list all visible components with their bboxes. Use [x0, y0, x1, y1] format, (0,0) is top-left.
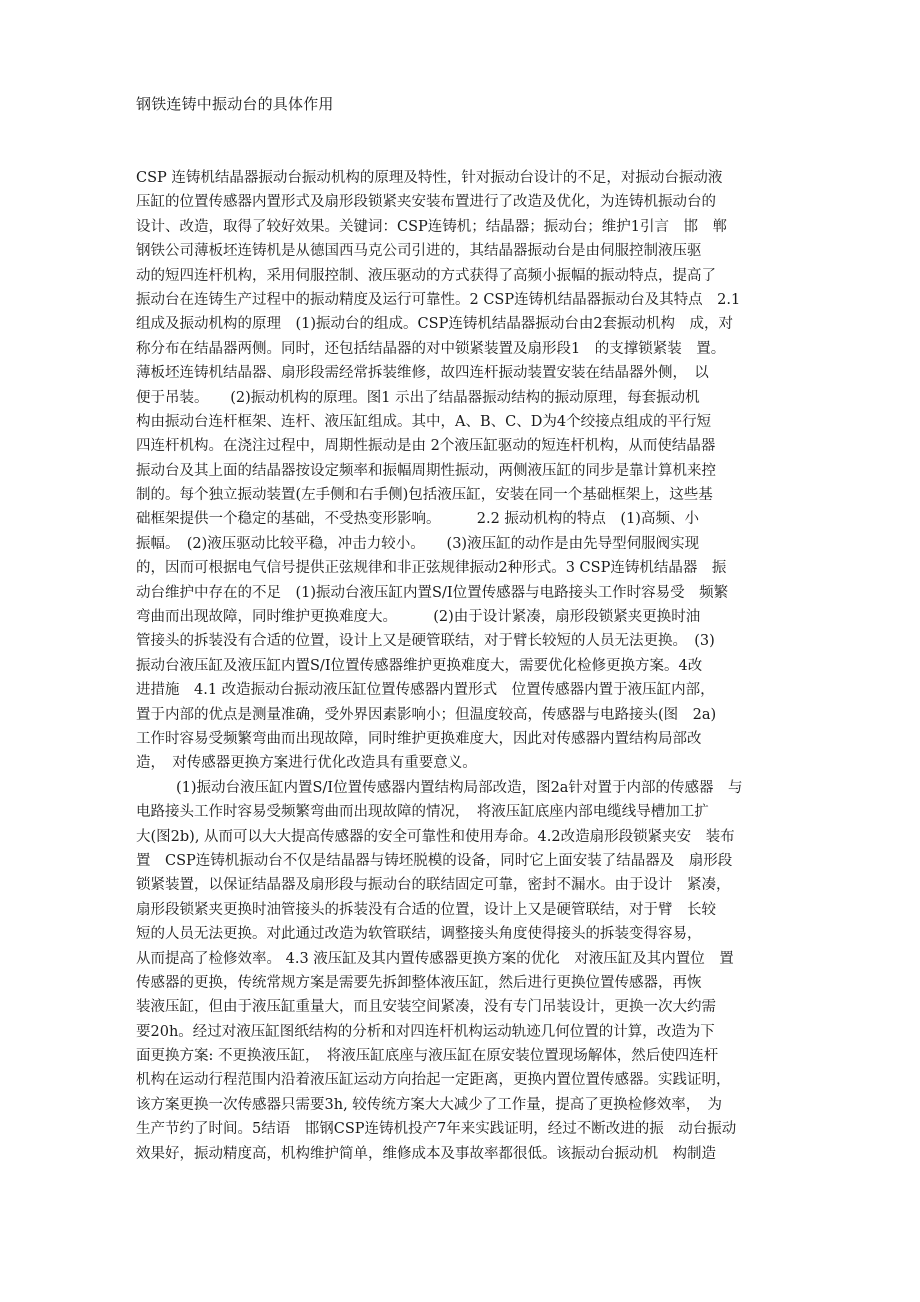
text-line: 传感器的更换，传统常规方案是需要先拆卸整体液压缸，然后进行更换位置传感器，再恢	[136, 974, 702, 991]
text-line: 便于吊装。 (2)振动机构的原理。图1 示出了结晶器振动结构的振动原理，每套振动机	[136, 389, 700, 406]
text-line: 振动台及其上面的结晶器按设定频率和振幅周期性振动，两侧液压缸的同步是靠计算机来控	[136, 462, 716, 479]
text-line: 造， 对传感器更换方案进行优化改造具有重要意义。	[136, 755, 477, 772]
text-line: 构由振动台连杆框架、连杆、液压缸组成。其中，A、B、C、D为4个绞接点组成的平行短	[136, 413, 712, 430]
text-line: 装液压缸，但由于液压缸重量大，而且安装空间紧凑，没有专门吊装设计，更换一次大约需	[136, 999, 716, 1016]
text-line: 压缸的位置传感器内置形式及扇形段锁紧夹安装布置进行了改造及优化，为连铸机振动台的	[136, 194, 716, 211]
text-line: 生产节约了时间。5结语 邯钢CSP连铸机投产7年来实践证明，经过不断改进的振 动台振动	[136, 1121, 737, 1138]
text-line: 电路接头工作时容易受频繁弯曲而出现故障的情况， 将液压缸底座内部电缆线导槽加工扩	[136, 804, 709, 821]
text-line: 置于内部的优点是测量准确，受外界因素影响小；但温度较高，传感器与电路接头(图 2a)	[136, 706, 717, 723]
text-line: 大(图2b), 从而可以大大提高传感器的安全可靠性和使用寿命。4.2改造扇形段锁紧夹安 装布	[136, 828, 735, 845]
text-line: 设计、改造，取得了较好效果。关键词：CSP连铸机；结晶器；振动台；维护1引言 邯 郸	[136, 218, 728, 235]
text-line: 振幅。 (2)液压驱动比较平稳，冲击力较小。 (3)液压缸的动作是由先导型伺服阀实现	[136, 535, 700, 552]
text-line: 振动台液压缸及液压缸内置S/I位置传感器维护更换难度大，需要优化检修更换方案。4改	[136, 657, 703, 674]
text-line: 动台维护中存在的不足 (1)振动台液压缸内置S/I位置传感器与电路接头工作时容易受 频繁	[136, 584, 729, 601]
text-line: 面更换方案: 不更换液压缸， 将液压缸底座与液压缸在原安装位置现场解体，然后使四连杆	[136, 1048, 719, 1065]
text-line: 四连杆机构。在浇注过程中，周期性振动是由 2个液压缸驱动的短连杆机构，从而使结晶器	[136, 438, 716, 455]
document-title: 钢铁连铸中振动台的具体作用	[136, 95, 334, 113]
text-line: 动的短四连杆机构，采用伺服控制、液压驱动的方式获得了高频小振幅的振动特点，提高了	[136, 267, 716, 284]
text-line: 工作时容易受频繁弯曲而出现故障，同时维护更换难度大，因此对传感器内置结构局部改	[136, 730, 702, 747]
paragraph-start-line: (1)振动台液压缸内置S/I位置传感器内置结构局部改造，图2a针对置于内部的传感器 与	[176, 779, 743, 796]
text-line: 制的。每个独立振动装置(左手侧和右手侧)包括液压缸，安装在同一个基础框架上，这些基	[136, 487, 713, 504]
text-line: 锁紧装置，以保证结晶器及扇形段与振动台的联结固定可靠，密封不漏水。由于设计 紧凑，	[136, 877, 731, 894]
document-body	[136, 166, 796, 1166]
text-line: CSP 连铸机结晶器振动台振动机构的原理及特性，针对振动台设计的不足，对振动台振动液	[136, 170, 723, 186]
text-line: 薄板坯连铸机结晶器、扇形段需经常拆装维修，故四连杆振动装置安装在结晶器外侧， 以	[136, 365, 709, 382]
text-line: 从而提高了检修效率。 4.3 液压缸及其内置传感器更换方案的优化 对液压缸及其内置位 置	[136, 950, 734, 967]
text-line: 组成及振动机构的原理 (1)振动台的组成。CSP连铸机结晶器振动台由2套振动机构 成，对	[136, 316, 734, 333]
text-line: 短的人员无法更换。对此通过改造为软管联结，调整接头角度使得接头的拆装变得容易，	[136, 926, 702, 943]
text-line: 称分布在结晶器两侧。同时，还包括结晶器的对中锁紧装置及扇形段1 的支撑锁紧装 置。	[136, 340, 726, 357]
text-line: 础框架提供一个稳定的基础，不受热变形影响。 2.2 振动机构的特点 (1)高频、小	[136, 511, 699, 528]
text-line: 管接头的拆装没有合适的位置，设计上又是硬管联结，对于臂长较短的人员无法更换。 (3)	[136, 633, 715, 650]
text-line: 置 CSP连铸机振动台不仅是结晶器与铸坯脱模的设备，同时它上面安装了结晶器及 扇形段	[136, 852, 733, 869]
text-line: 该方案更换一次传感器只需要3h, 较传统方案大大减少了工作量，提高了更换检修效率， 为	[136, 1096, 723, 1113]
text-line: 弯曲而出现故障，同时维护更换难度大。 (2)由于设计紧凑，扇形段锁紧夹更换时油	[136, 609, 701, 626]
text-line: 进措施 4.1 改造振动台振动液压缸位置传感器内置形式 位置传感器内置于液压缸内部，	[136, 682, 715, 699]
text-line: 扇形段锁紧夹更换时油管接头的拆装没有合适的位置，设计上又是硬管联结，对于臂 长较	[136, 901, 716, 918]
text-line: 振动台在连铸生产过程中的振动精度及运行可靠性。2 CSP连铸机结晶器振动台及其特点 2.1	[136, 291, 741, 308]
text-line: 机构在运动行程范围内沿着液压缸运动方向抬起一定距离，更换内置位置传感器。实践证明，	[136, 1072, 731, 1089]
text-line: 要20h。经过对液压缸图纸结构的分析和对四连杆机构运动轨迹几何位置的计算，改造为下	[136, 1023, 715, 1040]
text-line: 钢铁公司薄板坯连铸机是从德国西马克公司引进的，其结晶器振动台是由伺服控制液压驱	[136, 243, 702, 260]
text-line: 的，因而可根据电气信号提供正弦规律和非正弦规律振动2种形式。3 CSP连铸机结晶器 振	[136, 560, 727, 577]
text-line: 效果好，振动精度高，机构维护简单，维修成本及事故率都很低。该振动台振动机 构制造	[136, 1145, 716, 1162]
